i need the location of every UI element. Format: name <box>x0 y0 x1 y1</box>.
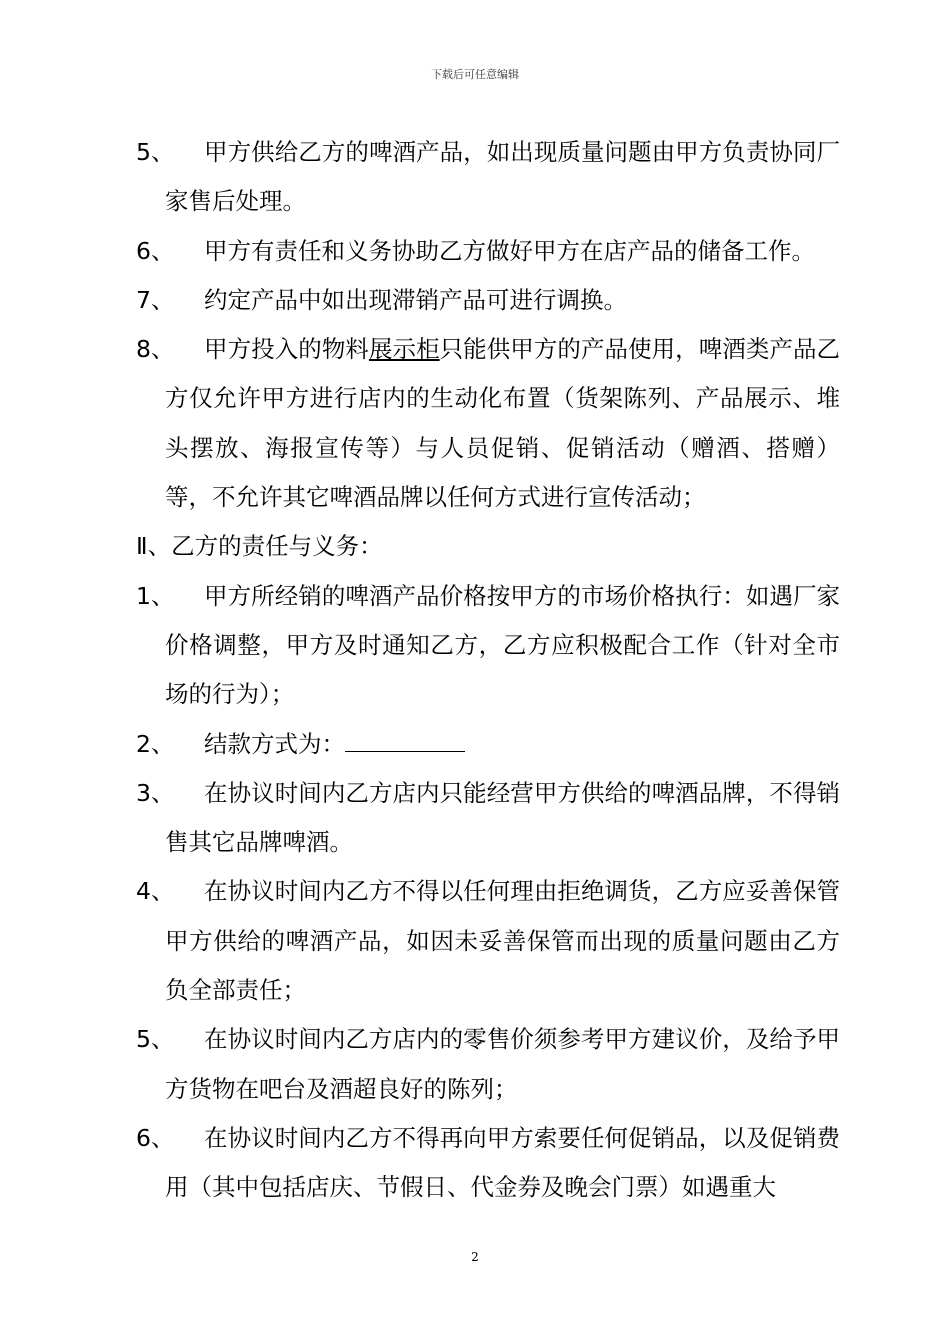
item-text: 只能供甲方的产品使用，啤酒类产品乙方仅允许甲方进行店内的生动化布置（货架陈列、产品展示、堆头摆放、海报宣传等）与人员促销、促销活动（赠酒、搭赠）等，不允许其它啤酒品牌以任何方式进行宣传活动； <box>165 335 841 512</box>
item-text: 在协议时间内乙方店内只能经营甲方供给的啤酒品牌，不得销售其它品牌啤酒。 <box>165 778 840 857</box>
list-item <box>136 572 840 720</box>
list-item <box>136 227 840 276</box>
item-number: 6、 <box>136 1123 175 1152</box>
underlined-term: 展示柜 <box>368 335 440 364</box>
list-item <box>136 276 840 325</box>
list-item <box>136 1114 840 1213</box>
list-item <box>136 128 840 227</box>
item-number: 2、 <box>136 729 175 758</box>
item-text: 结款方式为： <box>204 729 345 758</box>
item-number: 8、 <box>136 335 175 364</box>
item-text: 甲方有责任和义务协助乙方做好甲方在店产品的储备工作。 <box>204 236 815 265</box>
item-number: 6、 <box>136 236 175 265</box>
item-number: 3、 <box>136 778 175 807</box>
list-item <box>136 1015 840 1114</box>
list-item <box>136 720 840 769</box>
item-number: 7、 <box>136 285 175 314</box>
item-number: 1、 <box>136 581 175 610</box>
item-text: 甲方投入的物料 <box>204 335 369 364</box>
item-text: 在协议时间内乙方不得再向甲方索要任何促销品，以及促销费用（其中包括店庆、节假日、代金券及晚会门票）如遇重大 <box>165 1123 840 1202</box>
item-text: 约定产品中如出现滞销产品可进行调换。 <box>204 285 627 314</box>
list-item <box>136 867 840 1015</box>
item-text: 在协议时间内乙方店内的零售价须参考甲方建议价，及给予甲方货物在吧台及酒超良好的陈列； <box>165 1025 840 1103</box>
section-heading: Ⅱ、乙方的责任与义务： <box>136 532 383 561</box>
item-text: 甲方供给乙方的啤酒产品，如出现质量问题由甲方负责协同厂家售后处理。 <box>165 138 840 216</box>
item-number: 4、 <box>136 877 175 906</box>
page-number: 2 <box>471 1250 479 1264</box>
item-number: 5、 <box>136 1025 175 1054</box>
item-text: 甲方所经销的啤酒产品价格按甲方的市场价格执行：如遇厂家价格调整，甲方及时通知乙方，乙方应积极配合工作（针对全市场的行为）； <box>165 581 840 709</box>
document-body <box>136 128 840 1213</box>
fill-in-blank[interactable] <box>345 731 465 752</box>
item-number: 5、 <box>136 138 175 166</box>
header-note: 下载后可任意编辑 <box>431 68 519 81</box>
item-text: 在协议时间内乙方不得以任何理由拒绝调货，乙方应妥善保管甲方供给的啤酒产品，如因未妥善保管而出现的质量问题由乙方负全部责任； <box>165 877 840 1005</box>
list-item <box>136 769 840 868</box>
list-item <box>136 325 840 522</box>
